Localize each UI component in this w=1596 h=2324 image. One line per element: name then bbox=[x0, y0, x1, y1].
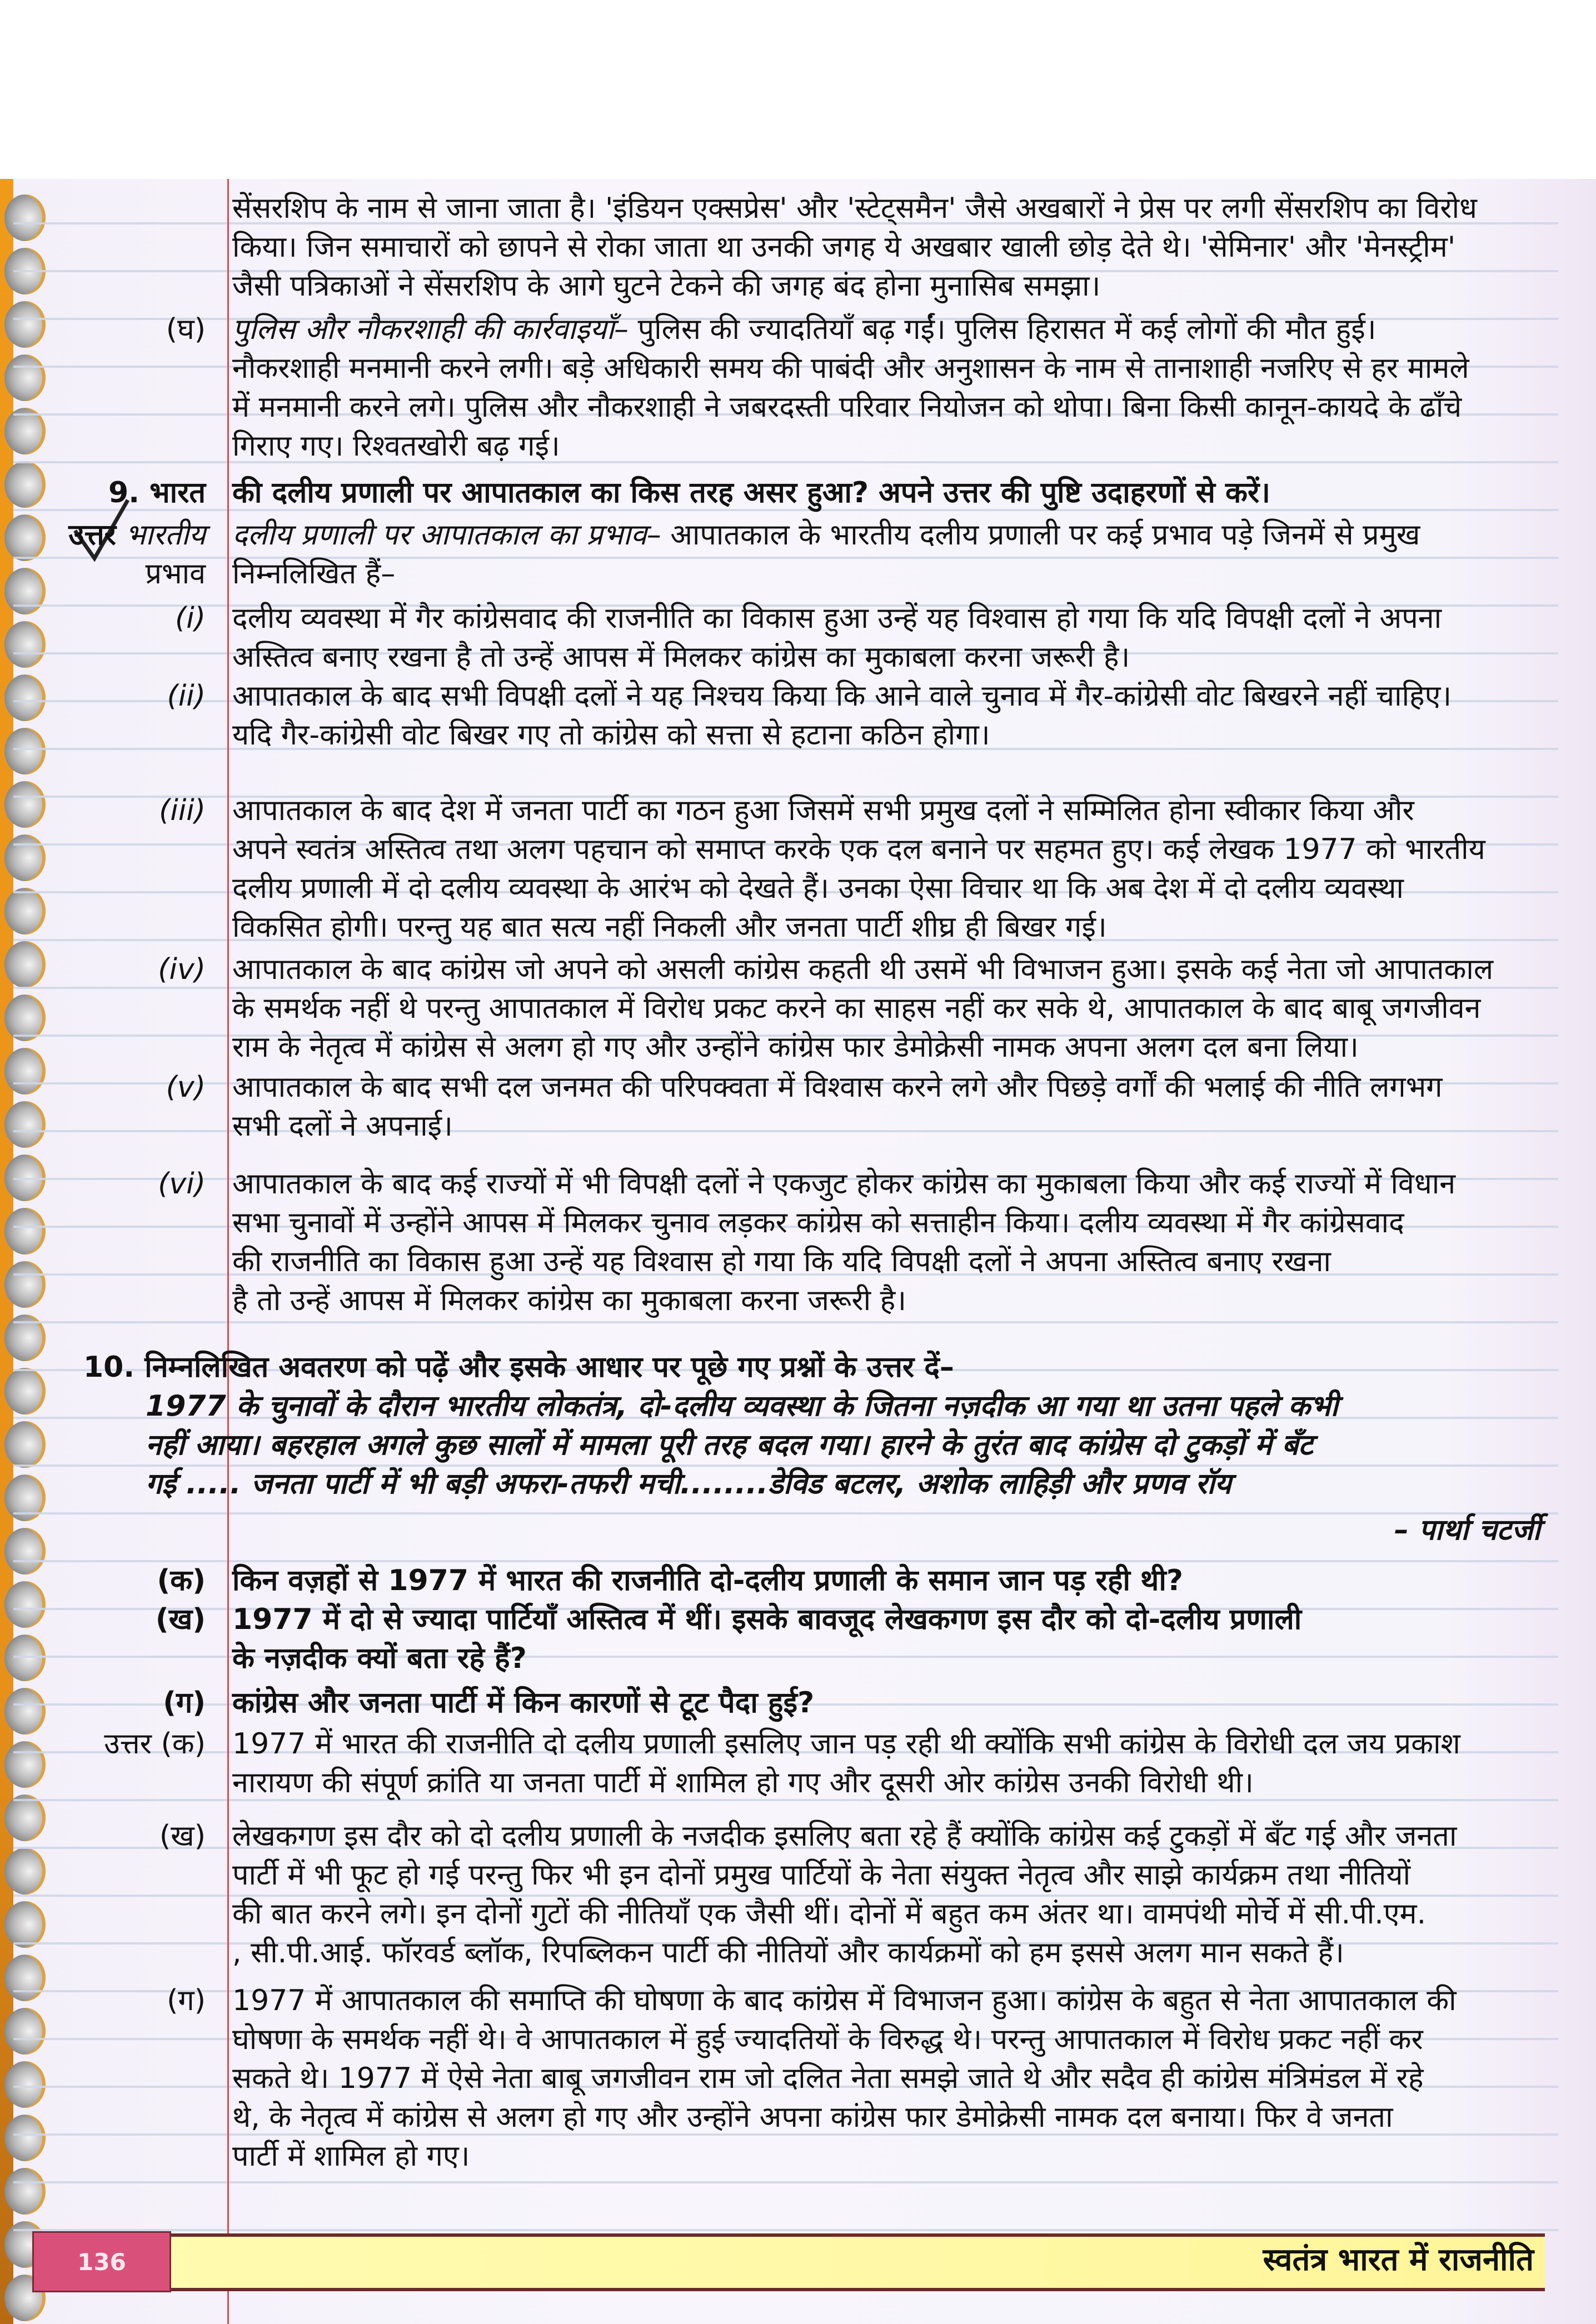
spiral-ring bbox=[4, 728, 46, 774]
page-number: 136 bbox=[32, 2231, 171, 2292]
ruled-line bbox=[13, 2181, 1558, 2183]
sub-question-label: (ख) bbox=[155, 1603, 206, 1636]
answer-intro: आपातकाल के भारतीय दलीय प्रणाली पर कई प्रभाव पड़े जिनमें से प्रमुख bbox=[661, 518, 1420, 552]
point-text: पुलिस की ज्यादतियाँ बढ़ गईं। पुलिस हिरासत में कई लोगों की मौत हुई। bbox=[629, 313, 1376, 346]
passage-line: नहीं आया। बहरहाल अगले कुछ सालों में मामला पूरी तरह बदल गया। हारने के तुरंत बाद कांग्रेस दो टुकड़ों में बँट bbox=[146, 1428, 1313, 1462]
spiral-ring bbox=[4, 1368, 46, 1415]
spiral-ring bbox=[4, 1421, 46, 1468]
text-line: के समर्थक नहीं थे परन्तु आपातकाल में विरोध प्रकट करने का साहस नहीं कर सके थे, आपातकाल के बाद बाबू जगजीवन bbox=[232, 992, 1481, 1025]
text-line: राम के नेतृत्व में कांग्रेस से अलग हो गए और उन्होंने कांग्रेस फार डेमोक्रेसी नामक अपना अलग दल बना लिया। bbox=[232, 1031, 1359, 1064]
text-line: किया। जिन समाचारों को छापने से रोका जाता था उनकी जगह ये अखबार खाली छोड़ देते थे। 'सेमिनार' और 'मेनस्ट्रीम' bbox=[232, 231, 1456, 264]
text-line: सभा चुनावों में उन्होंने आपस में मिलकर चुनाव लड़कर कांग्रेस को सत्ताहीन किया। दलीय व्यवस्था में गैर कांग्रेसवाद bbox=[232, 1206, 1404, 1240]
point-label: (v) bbox=[166, 1071, 206, 1104]
spiral-ring bbox=[4, 834, 46, 881]
answer-intro-line2: निम्नलिखित हैं– bbox=[232, 557, 396, 591]
text-line: घोषणा के समर्थक नहीं थे। वे आपातकाल में हुई ज्यादतियों के विरुद्ध थे। परन्तु आपातकाल में विरोध प्रकट नहीं कर bbox=[232, 2023, 1423, 2056]
text-line: थे, के नेतृत्व में कांग्रेस से अलग हो गए और उन्होंने अपना कांग्रेस फार डेमोक्रेसी नामक दल बनाया। फिर वे जनता bbox=[232, 2101, 1393, 2134]
question-number-label bbox=[6, 473, 206, 512]
text-line: सकते थे। 1977 में ऐसे नेता बाबू जगजीवन राम जो दलित नेता समझे जाते थे और सदैव ही कांग्रेस मंत्रिमंडल में रहे bbox=[232, 2062, 1424, 2095]
text-line: अपने स्वतंत्र अस्तित्व तथा अलग पहचान को समाप्त करके एक दल बनाने पर सहमत हुए। कई लेखक 1977 को भारतीय bbox=[232, 833, 1485, 866]
text-line: की बात करने लगे। इन दोनों गुटों की नीतियाँ एक जैसी थीं। दोनों में बहुत कम अंतर था। वामपंथी मोर्चे में सी.पी.एम. bbox=[232, 1897, 1427, 1931]
point-heading-line bbox=[232, 310, 1555, 349]
point-label: (ii) bbox=[167, 679, 206, 713]
question-number: 9. bbox=[108, 476, 139, 509]
point-label: (i) bbox=[174, 602, 206, 635]
margin-line bbox=[227, 179, 229, 2324]
point-label: (iii) bbox=[159, 794, 206, 827]
answer-label bbox=[6, 516, 206, 554]
text-line: आपातकाल के बाद कांग्रेस जो अपने को असली कांग्रेस कहती थी उसमें भी विभाजन हुआ। इसके कई नेता जो आपातकाल bbox=[232, 953, 1494, 986]
ruled-line bbox=[13, 1321, 1558, 1323]
ruled-line bbox=[13, 2229, 1558, 2231]
answer-label bbox=[6, 1725, 206, 1763]
spiral-ring bbox=[4, 2115, 46, 2161]
spiral-ring bbox=[4, 2168, 46, 2215]
sub-question-text: कांग्रेस और जनता पार्टी में किन कारणों से टूट पैदा हुई? bbox=[232, 1686, 815, 1720]
spiral-ring bbox=[4, 354, 46, 401]
answer-tag: उत्तर bbox=[104, 1727, 152, 1761]
text-line: सभी दलों ने अपनाई। bbox=[232, 1109, 453, 1143]
question-number: 10. bbox=[83, 1351, 135, 1384]
text-line: 1977 में आपातकाल की समाप्ति की घोषणा के बाद कांग्रेस में विभाजन हुआ। कांग्रेस के बहुत से नेता आपातकाल की bbox=[232, 1984, 1457, 2017]
spiral-ring bbox=[4, 1635, 46, 1681]
text-line: नारायण की संपूर्ण क्रांति या जनता पार्टी में शामिल हो गए और दूसरी ओर कांग्रेस उनकी विरोधी थी। bbox=[232, 1766, 1254, 1800]
spiral-ring bbox=[4, 1261, 46, 1308]
text-line: लेखकगण इस दौर को दो दलीय प्रणाली के नजदीक इसलिए बता रहे हैं क्योंकि कांग्रेस कई टुकड़ों में बँट गई और जनता bbox=[232, 1820, 1457, 1853]
text-line: में मनमानी करने लगे। पुलिस और नौकरशाही ने जबरदस्ती परिवार नियोजन को थोपा। बिना किसी कानून-कायदे के ढाँचे bbox=[232, 391, 1462, 424]
text-line: आपातकाल के बाद कई राज्यों में भी विपक्षी दलों ने एकजुट होकर कांग्रेस का मुकाबला किया और कई राज्यों में विधान bbox=[232, 1167, 1456, 1201]
sub-question-text: किन वज़हों से 1977 में भारत की राजनीति दो-दलीय प्रणाली के समान जान पड़ रही थी? bbox=[232, 1564, 1183, 1597]
point-heading: पुलिस और नौकरशाही की कार्रवाइयाँ– bbox=[232, 313, 629, 346]
text-line: की राजनीति का विकास हुआ उन्हें यह विश्वास हो गया कि यदि विपक्षी दलों ने अपना अस्तित्व बनाए रखना bbox=[232, 1245, 1331, 1278]
answer-intro-label2: प्रभाव bbox=[145, 557, 206, 591]
text-line: 1977 में भारत की राजनीति दो दलीय प्रणाली इसलिए जान पड़ रही थी क्योंकि सभी कांग्रेस के विरोधी दल जय प्रकाश bbox=[232, 1727, 1460, 1761]
text-line: पार्टी में शामिल हो गए। bbox=[232, 2140, 470, 2173]
question-prefix: भारत bbox=[149, 476, 206, 509]
sub-question-text: के नज़दीक क्यों बता रहे हैं? bbox=[232, 1642, 527, 1675]
text-line: विकसित होगी। परन्तु यह बात सत्य नहीं निकली और जनता पार्टी शीघ्र ही बिखर गई। bbox=[232, 911, 1107, 944]
text-line: दलीय प्रणाली में दो दलीय व्यवस्था के आरंभ को देखते हैं। उनका ऐसा विचार था कि अब देश में दो दलीय व्यवस्था bbox=[232, 872, 1404, 905]
spiral-ring bbox=[4, 2061, 46, 2108]
text-line: आपातकाल के बाद सभी दल जनमत की परिपक्वता में विश्वास करने लगे और पिछड़े वर्गों की भलाई की नीति लगभग bbox=[232, 1071, 1443, 1104]
question-10-text: निम्नलिखित अवतरण को पढ़ें और इसके आधार पर पूछे गए प्रश्नों के उत्तर दें– bbox=[144, 1351, 954, 1384]
answer-prefix: भारतीय bbox=[125, 518, 206, 552]
passage-author: – पार्था चटर्जी bbox=[1394, 1513, 1540, 1547]
spiral-ring bbox=[4, 888, 46, 934]
book-title: स्वतंत्र भारत में राजनीति bbox=[1263, 2242, 1534, 2278]
text-line: आपातकाल के बाद सभी विपक्षी दलों ने यह निश्चय किया कि आने वाले चुनाव में गैर-कांग्रेसी वोट बिखरने नहीं चाहिए। bbox=[232, 679, 1452, 713]
ruled-line bbox=[13, 1512, 1558, 1515]
text-line: , सी.पी.आई. फॉरवर्ड ब्लॉक, रिपब्लिकन पार्टी की नीतियों और कार्यक्रमों को हम इससे अलग मान सकते हैं। bbox=[232, 1936, 1344, 1970]
answer-intro-line bbox=[232, 516, 1555, 554]
point-label: (घ) bbox=[166, 313, 206, 346]
point-label: (vi) bbox=[158, 1167, 206, 1201]
text-line: पार्टी में भी फूट हो गई परन्तु फिर भी इन दोनों प्रमुख पार्टियों के नेता संयुक्त नेतृत्व और साझे कार्यक्रम तथा नीतियों bbox=[232, 1858, 1411, 1892]
text-line: अस्तित्व बनाए रखना है तो उन्हें आपस में मिलकर कांग्रेस का मुकाबला करना जरूरी है। bbox=[232, 641, 1130, 674]
question-10-line bbox=[83, 1348, 1556, 1387]
text-line: है तो उन्हें आपस में मिलकर कांग्रेस का मुकाबला करना जरूरी है। bbox=[232, 1284, 906, 1317]
answer-sub-label: (ख) bbox=[159, 1820, 206, 1853]
passage-line: गई ..... जनता पार्टी में भी बड़ी अफरा-तफरी मची........डेविड बटलर, अशोक लाहिड़ी और प्रणव रॉय bbox=[146, 1467, 1231, 1501]
answer-heading: दलीय प्रणाली पर आपातकाल का प्रभाव– bbox=[232, 518, 661, 552]
question-9-text: की दलीय प्रणाली पर आपातकाल का किस तरह असर हुआ? अपने उत्तर की पुष्टि उदाहरणों से करें। bbox=[232, 476, 1270, 509]
spiral-ring bbox=[4, 1101, 46, 1148]
point-label: (iv) bbox=[158, 953, 206, 986]
spiral-ring bbox=[4, 1208, 46, 1255]
sub-question-text: 1977 में दो से ज्यादा पार्टियाँ अस्तित्व में थीं। इसके बावजूद लेखकगण इस दौर को दो-दलीय प्रणाली bbox=[232, 1603, 1302, 1636]
sub-question-label: (क) bbox=[157, 1564, 206, 1597]
sub-question-label: (ग) bbox=[163, 1686, 206, 1720]
text-line: जैसी पत्रिकाओं ने सेंसरशिप के आगे घुटने टेकने की जगह बंद होना मुनासिब समझा। bbox=[232, 269, 1101, 303]
text-line: दलीय व्यवस्था में गैर कांग्रेसवाद की राजनीति का विकास हुआ उन्हें यह विश्वास हो गया कि यदि विपक्षी दलों ने अपना bbox=[232, 602, 1442, 635]
spiral-ring bbox=[4, 1901, 46, 1948]
text-line: यदि गैर-कांग्रेसी वोट बिखर गए तो कांग्रेस को सत्ता से हटाना कठिन होगा। bbox=[232, 718, 990, 752]
spiral-ring bbox=[4, 194, 46, 241]
answer-sub-label: (ग) bbox=[167, 1984, 206, 2017]
text-line: नौकरशाही मनमानी करने लगी। बड़े अधिकारी समय की पाबंदी और अनुशासन के नाम से तानाशाही नजरिए से हर मामले bbox=[232, 352, 1469, 385]
text-line: सेंसरशिप के नाम से जाना जाता है। 'इंडियन एक्सप्रेस' और 'स्टेट्समैन' जैसे अखबारों ने प्रेस पर लगी सेंसरशिप का विरोध bbox=[232, 192, 1478, 225]
answer-sub-label: (क) bbox=[161, 1727, 206, 1761]
answer-tag: उत्तर bbox=[68, 518, 116, 552]
passage-line: 1977 के चुनावों के दौरान भारतीय लोकतंत्र, दो-दलीय व्यवस्था के जितना नज़दीक आ गया था उतना पहले कभी bbox=[146, 1390, 1338, 1423]
text-line: आपातकाल के बाद देश में जनता पार्टी का गठन हुआ जिसमें सभी प्रमुख दलों ने सम्मिलित होना स्वीकार किया और bbox=[232, 794, 1414, 827]
text-line: गिराए गए। रिश्वतखोरी बढ़ गई। bbox=[232, 429, 560, 463]
